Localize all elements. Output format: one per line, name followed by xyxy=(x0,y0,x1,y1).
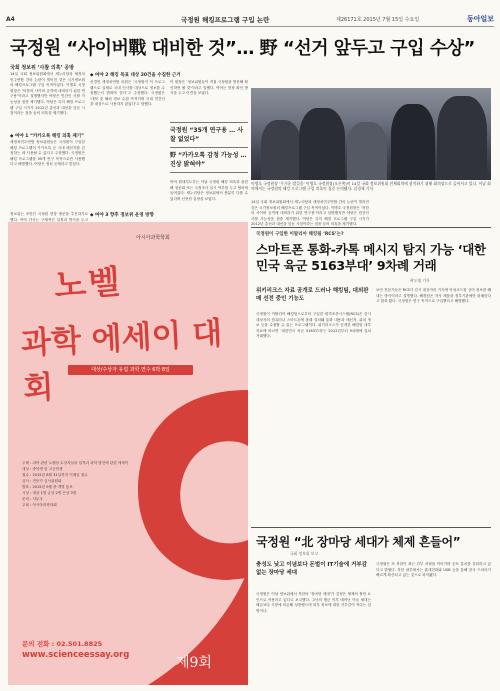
lead-col1: 14일 국회 정보위원회에서 새누리당과 새정치민주연합 간의 논란이 벌어진 것은 국가정보원의 해킹프로그램 구입 목적이었다. 이병호 국정원장은 ‘북한의 사이버 공격에 대비하기 위한 연구용’이라고 설명했지만 야당은 민간인 사찰 가능성을 집중 제기했다. 야당은 특히 해킹 프로그램 구입 시기가 2012년 총선과 대선을 앞둔 시점이라는 점을 들어 의혹을 제기했다. xyxy=(10,72,85,116)
ad-website: www.scienceessay.org xyxy=(22,650,130,660)
photo-person-3 xyxy=(347,122,387,180)
big-nine-graphic xyxy=(128,380,248,685)
pull-quote-nis: 국정원 “35개 연구용 … 사찰 없었다” xyxy=(170,122,248,148)
article2-pull-quote: 위키리크스 자료 공개로 드러나 해킹팀, 대외판매 선전 중인 기능도 xyxy=(256,288,369,302)
ad-detail-item: 문의 : 사무국 xyxy=(22,497,43,501)
divider xyxy=(251,227,491,228)
article3-reporter: 국회 정보위 보고 xyxy=(290,551,319,556)
newspaper-logo: 동아일보 xyxy=(466,15,494,23)
ad-detail-item: 심사 : 전문가 심사위원회 xyxy=(22,479,62,483)
ad-edition: 제9회 xyxy=(176,655,212,671)
page-header xyxy=(6,14,494,27)
article2-reporter: 곽도영 기자 xyxy=(410,278,430,283)
ad-title-line1: 노벨 xyxy=(52,261,124,306)
article3-pull-quote: 충성도 낮고 이념보다 돈벌이 IT기술에 거부감 없는 장마당 세대 xyxy=(256,562,368,576)
photo-person-1 xyxy=(261,120,301,180)
article2-col2: 보안 전문가들은 RCS가 감시 대상자의 기기에 악성코드를 심어 정보를 빼내는 방식이라고 설명했다. 해킹팀은 자사 제품을 정부기관에만 판매한다고 밝혀 왔다. 국정원은 연구 목적으로 구입했다고 해명했다. xyxy=(376,288,491,304)
divider xyxy=(251,527,491,528)
ad-detail-item: 시상 : 대상 1명 금상 2명 은상 3명 xyxy=(22,491,77,495)
ad-detail-item: 발표 : 2015년 9월 중 개별 통보 xyxy=(22,485,73,489)
issue-date: 제26171호 2015년 7월 15일 수요일 xyxy=(336,17,420,23)
ad-detail-item: 주제 : 과학 관련 노벨상 수상자들의 업적과 과학 발전에 관한 에세이 xyxy=(22,461,129,465)
article2-kicker: 국정원이 구입한 이탈리아 해킹팀 ‘RCS’는? xyxy=(256,232,344,237)
ad-detail-item: 대상 : 중학생 및 고등학생 xyxy=(22,467,63,471)
lead-byline: 국회 정보위 ‘사찰 의혹’ 공방 xyxy=(10,65,74,71)
article2-col1: 국정원이 이탈리아 해킹팀으로부터 구입한 원격조종시스템(RCS)은 감시 대상자의 컴퓨터나 스마트폰에 몰래 설치돼 통화 내용과 메신저, 위치 정보 등을 수집할 수 있는 프로그램이다. 위키리크스가 공개한 해킹팀 내부 자료에 따르면 ‘대한민국 육군 5163부대’는 2012년부터 9차례에 걸쳐 거래했다. xyxy=(256,312,371,339)
ad-detail-item: 주최 : 아시아과학학회 xyxy=(22,503,57,507)
article3-col2: 국정원은 또 북한이 최근 간부 처형을 이어가며 공포 통치를 강화하고 있다고 밝혔다. 북한 내부에서는 휴대전화와 USB 등을 통해 한국 드라마가 빠르게 확산되고 있는 것으로 파악됐다. xyxy=(376,562,491,578)
ad-details xyxy=(22,460,132,508)
photo-person-5 xyxy=(437,96,487,180)
article3-headline: 국정원 “北 장마당 세대가 체제 흔들어” xyxy=(256,535,461,549)
photo-person-4 xyxy=(391,104,435,180)
lead-col3: 여야 원내지도부는 이날 국정원 해킹 의혹과 관련해 청문회 또는 국정조사 실시 여부를 두고 협의에 들어갔다. 새누리당은 정보위에서 충분히 다룰 수 있다며 신중한 입장을 보였다. xyxy=(170,180,248,201)
lead-col2: 신경민 새정치연합 의원은 ‘국정원이 이 프로그램으로 실제로 국내 인사를 대상으로 정보를 수집했는지 밝혀야 한다’고 주장했다. 국정원은 ‘대북 및 해외 정보 수집 목적이며 국내 민간인을 대상으로 사용하지 않았다’고 답했다. xyxy=(90,80,165,107)
main-headline: 국정원 “사이버戰 대비한 것”… 野 “선거 앞두고 구입 수상” xyxy=(10,38,475,59)
lead-continuation: 14일 국회 정보위원회에서 새누리당과 새정치민주연합 간의 논란이 벌어진 것은 국가정보원의 해킹프로그램 구입 목적이었다. 이병호 국정원장은 ‘북한의 사이버 공격에 대비하기 위한 연구용’이라고 설명했지만 야당은 민간인 사찰 가능성을 집중 제기했다. 야당은 특히 해킹 프로그램 구입 시기가 2012년 총선과 대선을 앞둔 시점이라는 점을 들어 의혹을 제기했다. xyxy=(251,200,369,227)
lead-col1b: 새정치민주연합 정보위원들은 국정원이 구입한 해킹 프로그램이 카카오톡 등 국내 메신저를 감청하는 데 사용될 수 있다고 주장했다. 국정원은 해킹 프로그램을 35개 연구 목적으로만 사용했다고 해명했다. 여당은 정치 공세라고 맞섰다. xyxy=(10,140,85,167)
photo-caption: 이병호 국정원장 ‘무거운 발걸음’ 이병호 국정원장(오른쪽)이 14일 국회 정보위원회 전체회의에 참석하기 위해 회의장으로 들어서고 있다. 이날 회의에서는 국정원의 해킹 프로그램 구입 의혹이 집중 논의됐다. 김경제 기자 xyxy=(251,181,491,191)
ad-title-line2: 과학 에세이 대회 xyxy=(20,315,224,407)
photo-person-2 xyxy=(299,108,345,180)
lead-col3b: 정보위는 조만간 국정원 현장 방문을 추진하기로 했다. 여야 간사는 구체적인 일정과 방식을 두고 xyxy=(10,212,88,222)
lead-subhead-1: ◆ 여야 1 “카카오톡 해킹 의혹 제기” xyxy=(10,134,85,139)
pull-quote-opposition: 野 “카카오톡 감청 가능성 … 진상 밝혀야” xyxy=(170,148,248,173)
article2-headline: 스마트폰 통화-카톡 메시지 탐지 가능 ‘대한민국 육군 5163부대’ 9차례 거래 xyxy=(256,242,486,273)
ad-organizer: 아시아과학학회 xyxy=(136,235,170,241)
ad-contact-phone: 문의 전화 : 02.501.8825 xyxy=(22,640,103,648)
article3-col1: 국정원은 이날 정보위에서 북한의 ‘장마당 세대’가 김정은 체제의 불안 요인으로 작용하고 있다고 보고했다. 고난의 행군 이후 태어난 이들 세대는 배급보다 시장에 의존해 성장했으며 외부 정보에 대한 거부감이 적다는 설명이다. xyxy=(256,592,371,613)
section-title: 국정원 해킹프로그램 구입 논란 xyxy=(181,16,270,24)
ad-detail-item: 접수 : 2015년 8월 31일까지 이메일 접수 xyxy=(22,473,88,477)
ad-target-banner: 대상/수상자 유럽 과학 연수 6박 8일 xyxy=(68,365,193,375)
lead-subhead-3: ◆ 여야 3 향후 정보위 운영 방향 xyxy=(90,213,154,218)
lead-subhead-2: ◆ 여야 2 해킹 목표 대상 20건을 수집한 근거 xyxy=(90,73,181,78)
page-number: A4 xyxy=(6,16,15,23)
news-photo xyxy=(251,88,491,180)
lead-col2b: 이 원장은 ‘정보위원들이 직접 국정원을 방문해 확인하면 될 것’이라고 말했다. 여야는 현장 확인 방식을 두고 이견을 보였다. xyxy=(170,80,248,96)
essay-contest-ad xyxy=(8,222,248,685)
